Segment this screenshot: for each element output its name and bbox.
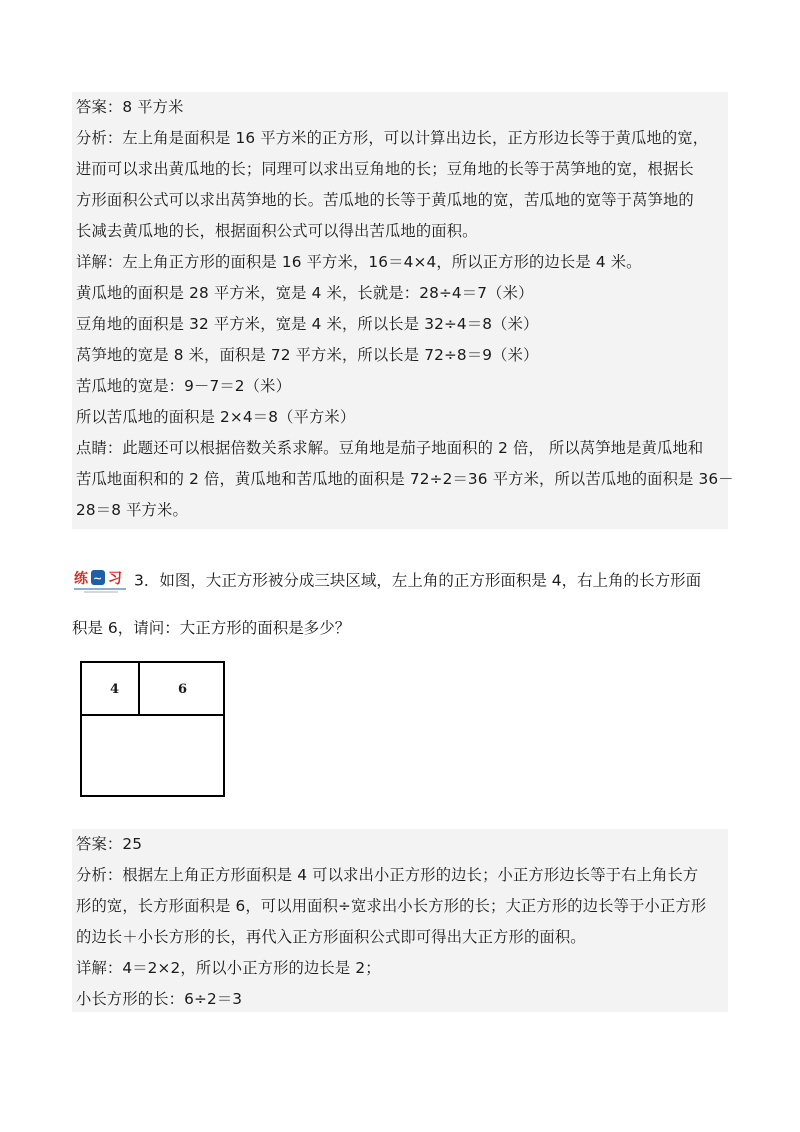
svg-text:习: 习 xyxy=(108,571,122,587)
question-line xyxy=(72,567,728,595)
analysis-line: 形的宽，长方形面积是 6，可以用面积÷宽求出小长方形的长；大正方形的边长等于小正方形 xyxy=(76,897,707,915)
answer-block-1 xyxy=(72,92,734,529)
question-text-2: 积是 6，请问：大正方形的面积是多少？ xyxy=(72,619,351,637)
question-3 xyxy=(72,567,728,641)
analysis-line: 分析：左上角是面积是 16 平方米的正方形，可以计算出边长，正方形边长等于黄瓜地的宽， xyxy=(76,129,709,147)
detail-line: 详解：4＝2×2，所以小正方形的边长是 2； xyxy=(76,959,381,977)
tip-line: 苦瓜地面积和的 2 倍，黄瓜地和苦瓜地的面积是 72÷2＝36 平方米，所以苦瓜地的面积是 36－ xyxy=(76,470,734,488)
detail-line: 小长方形的长：6÷2＝3 xyxy=(76,990,243,1008)
svg-text:~: ~ xyxy=(93,572,103,585)
tip-line: 点睛：此题还可以根据倍数关系求解。豆角地是茄子地面积的 2 倍， 所以莴笋地是黄瓜地和 xyxy=(76,439,704,457)
vertical-divider xyxy=(138,663,140,714)
rectangle-label: 6 xyxy=(178,682,188,697)
detail-line: 黄瓜地的面积是 28 平方米，宽是 4 米，长就是：28÷4＝7（米） xyxy=(76,284,534,302)
tip-line: 28＝8 平方米。 xyxy=(76,501,188,519)
horizontal-divider xyxy=(82,714,223,716)
analysis-line: 方形面积公式可以求出莴笋地的长。苦瓜地的长等于黄瓜地的宽，苦瓜地的宽等于莴笋地的 xyxy=(76,191,694,209)
practice-logo-icon xyxy=(72,567,132,595)
answer-line: 答案：25 xyxy=(76,835,143,853)
analysis-line: 分析：根据左上角正方形面积是 4 可以求出小正方形的边长；小正方形边长等于右上角长方 xyxy=(76,866,699,884)
answer-block-2 xyxy=(72,829,728,1012)
analysis-line: 长减去黄瓜地的长，根据面积公式可以得出苦瓜地的面积。 xyxy=(76,222,478,240)
detail-line: 苦瓜地的宽是：9－7＝2（米） xyxy=(76,377,292,395)
detail-line: 豆角地的面积是 32 平方米，宽是 4 米，所以长是 32÷4＝8（米） xyxy=(76,315,539,333)
detail-line: 详解：左上角正方形的面积是 16 平方米，16＝4×4，所以正方形的边长是 4 米。 xyxy=(76,253,642,271)
question-text-1: 3．如图，大正方形被分成三块区域，左上角的正方形面积是 4，右上角的长方形面 xyxy=(134,571,702,590)
detail-line: 所以苦瓜地的面积是 2×4＝8（平方米） xyxy=(76,408,356,426)
small-square-label: 4 xyxy=(110,682,120,697)
svg-text:练: 练 xyxy=(74,571,88,587)
square-diagram xyxy=(80,661,225,797)
analysis-line: 的边长＋小长方形的长，再代入正方形面积公式即可得出大正方形的面积。 xyxy=(76,928,586,946)
answer-line: 答案：8 平方米 xyxy=(76,98,184,116)
detail-line: 莴笋地的宽是 8 米，面积是 72 平方米，所以长是 72÷8＝9（米） xyxy=(76,346,539,364)
analysis-line: 进而可以求出黄瓜地的长；同理可以求出豆角地的长；豆角地的长等于莴笋地的宽，根据长 xyxy=(76,160,694,178)
